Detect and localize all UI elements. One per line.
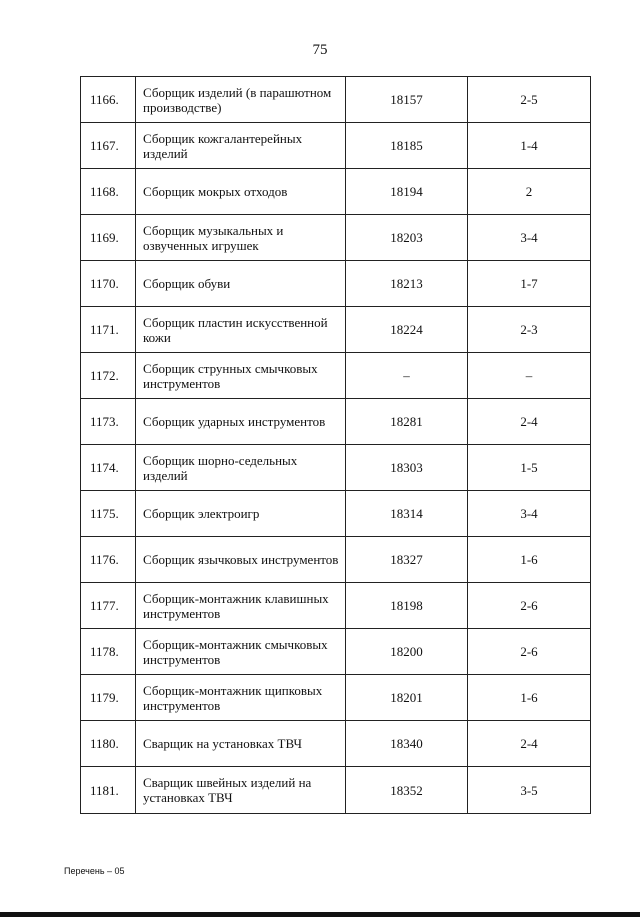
grade-range-cell: 2-5 — [468, 77, 591, 123]
profession-name-cell: Сборщик-монтажник щипковых инструментов — [136, 675, 346, 721]
row-number-cell: 1178. — [81, 629, 136, 675]
footer-note: Перечень – 05 — [64, 866, 125, 876]
profession-name-cell: Сборщик музыкальных и озвученных игрушек — [136, 215, 346, 261]
table-row — [81, 445, 591, 491]
table-row — [81, 675, 591, 721]
profession-name-cell: Сборщик обуви — [136, 261, 346, 307]
profession-code-cell: 18327 — [346, 537, 468, 583]
profession-name-cell: Сборщик-монтажник смычковых инструментов — [136, 629, 346, 675]
profession-name-cell: Сварщик швейных изделий на установках ТВЧ — [136, 767, 346, 814]
grade-range-cell: 2-4 — [468, 399, 591, 445]
grade-range-cell: 1-6 — [468, 537, 591, 583]
profession-name-cell: Сборщик изделий (в парашютном производстве) — [136, 77, 346, 123]
grade-range-cell: 2-6 — [468, 583, 591, 629]
profession-code-cell: 18213 — [346, 261, 468, 307]
grade-range-cell: 1-4 — [468, 123, 591, 169]
profession-code-cell: 18281 — [346, 399, 468, 445]
grade-range-cell: 3-4 — [468, 491, 591, 537]
table-row — [81, 767, 591, 814]
profession-name-cell: Сборщик мокрых отходов — [136, 169, 346, 215]
row-number-cell: 1172. — [81, 353, 136, 399]
profession-name-cell: Сборщик шорно-седельных изделий — [136, 445, 346, 491]
table-row — [81, 629, 591, 675]
profession-code-cell: 18185 — [346, 123, 468, 169]
row-number-cell: 1168. — [81, 169, 136, 215]
grade-range-cell: 3-5 — [468, 767, 591, 814]
grade-range-cell: 2-3 — [468, 307, 591, 353]
table-row — [81, 307, 591, 353]
profession-code-cell: 18157 — [346, 77, 468, 123]
row-number-cell: 1179. — [81, 675, 136, 721]
table-row — [81, 491, 591, 537]
bottom-scan-edge — [0, 912, 640, 917]
profession-table — [80, 76, 591, 814]
grade-range-cell: 3-4 — [468, 215, 591, 261]
table-row — [81, 537, 591, 583]
profession-code-cell: 18200 — [346, 629, 468, 675]
row-number-cell: 1173. — [81, 399, 136, 445]
row-number-cell: 1170. — [81, 261, 136, 307]
table-row — [81, 261, 591, 307]
row-number-cell: 1181. — [81, 767, 136, 814]
grade-range-cell: – — [468, 353, 591, 399]
row-number-cell: 1175. — [81, 491, 136, 537]
profession-name-cell: Сборщик ударных инструментов — [136, 399, 346, 445]
table-row — [81, 399, 591, 445]
profession-code-cell: 18303 — [346, 445, 468, 491]
row-number-cell: 1167. — [81, 123, 136, 169]
profession-name-cell: Сборщик струнных смычковых инструментов — [136, 353, 346, 399]
grade-range-cell: 2-6 — [468, 629, 591, 675]
profession-name-cell: Сборщик пластин искусственной кожи — [136, 307, 346, 353]
profession-name-cell: Сборщик-монтажник клавишных инструментов — [136, 583, 346, 629]
profession-name-cell: Сборщик кожгалантерейных изделий — [136, 123, 346, 169]
table-row — [81, 169, 591, 215]
profession-code-cell: 18340 — [346, 721, 468, 767]
grade-range-cell: 1-6 — [468, 675, 591, 721]
grade-range-cell: 1-7 — [468, 261, 591, 307]
table-row — [81, 721, 591, 767]
row-number-cell: 1176. — [81, 537, 136, 583]
row-number-cell: 1174. — [81, 445, 136, 491]
profession-code-cell: 18314 — [346, 491, 468, 537]
profession-code-cell: 18203 — [346, 215, 468, 261]
row-number-cell: 1171. — [81, 307, 136, 353]
table-row — [81, 123, 591, 169]
row-number-cell: 1180. — [81, 721, 136, 767]
row-number-cell: 1169. — [81, 215, 136, 261]
profession-name-cell: Сборщик язычковых инструментов — [136, 537, 346, 583]
profession-code-cell: 18198 — [346, 583, 468, 629]
grade-range-cell: 2 — [468, 169, 591, 215]
table-row — [81, 77, 591, 123]
page-number: 75 — [312, 42, 328, 58]
profession-code-cell: 18194 — [346, 169, 468, 215]
table-row — [81, 583, 591, 629]
grade-range-cell: 2-4 — [468, 721, 591, 767]
table-row — [81, 215, 591, 261]
row-number-cell: 1166. — [81, 77, 136, 123]
grade-range-cell: 1-5 — [468, 445, 591, 491]
profession-code-cell: – — [346, 353, 468, 399]
profession-code-cell: 18201 — [346, 675, 468, 721]
row-number-cell: 1177. — [81, 583, 136, 629]
profession-name-cell: Сварщик на установках ТВЧ — [136, 721, 346, 767]
profession-code-cell: 18352 — [346, 767, 468, 814]
profession-name-cell: Сборщик электроигр — [136, 491, 346, 537]
profession-code-cell: 18224 — [346, 307, 468, 353]
table-row — [81, 353, 591, 399]
table-body — [81, 77, 591, 814]
